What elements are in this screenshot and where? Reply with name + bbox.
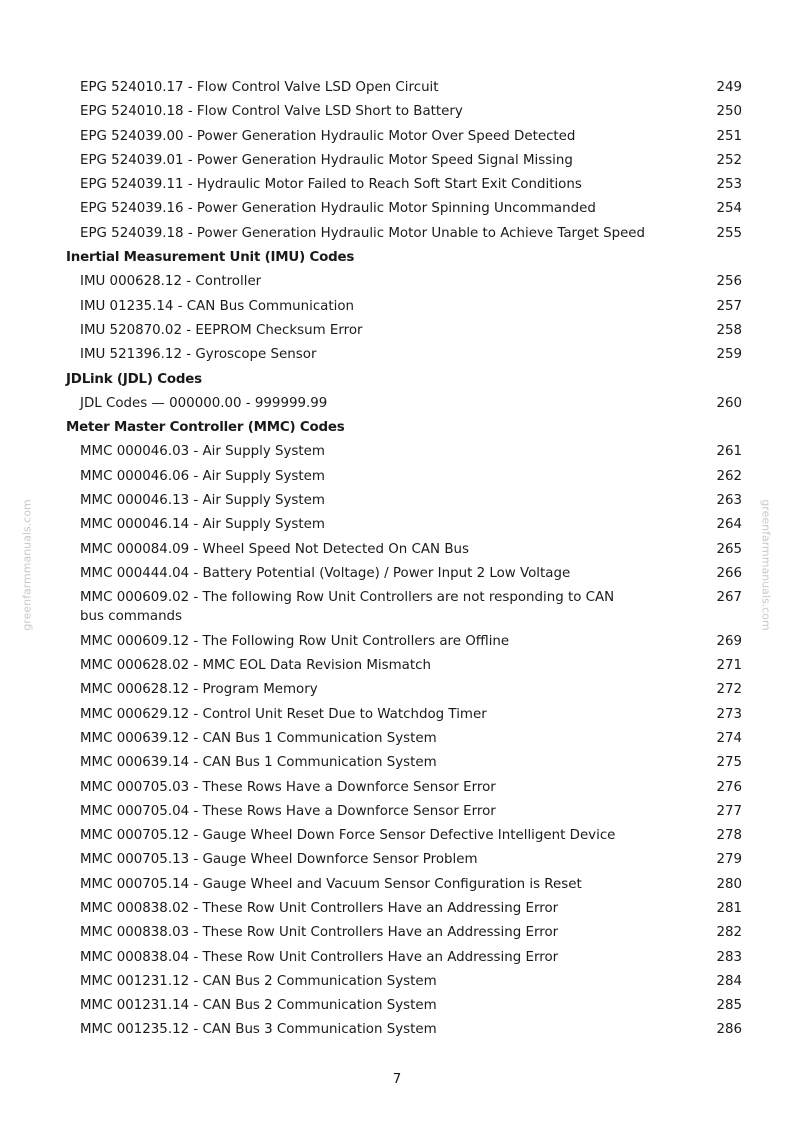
entry-title: MMC 000084.09 - Wheel Speed Not Detected On CAN Bus (80, 541, 469, 557)
entry-title: IMU 520870.02 - EEPROM Checksum Error (80, 322, 363, 338)
entry-title: JDL Codes — 000000.00 - 999999.99 (80, 395, 328, 411)
entry-page-number: 275 (716, 755, 742, 771)
toc-section-heading (0, 416, 794, 440)
toc-entry[interactable] (0, 562, 794, 586)
entry-page-number: 269 (716, 633, 742, 649)
toc-entry[interactable] (0, 630, 794, 654)
entry-title: MMC 001231.12 - CAN Bus 2 Communication System (80, 973, 437, 989)
toc-section-heading (0, 246, 794, 270)
entry-page-number: 276 (716, 779, 742, 795)
entry-title: MMC 000838.02 - These Row Unit Controllers Have an Addressing Error (80, 901, 559, 916)
toc-entry[interactable] (0, 465, 794, 489)
toc-entry[interactable] (0, 897, 794, 921)
toc-entry[interactable] (0, 270, 794, 294)
entry-page-number: 249 (716, 80, 742, 95)
toc-entry[interactable] (0, 586, 794, 630)
toc-entry[interactable] (0, 343, 794, 367)
toc-entry[interactable] (0, 848, 794, 872)
entry-page-number: 260 (716, 395, 742, 411)
entry-title: MMC 000705.14 - Gauge Wheel and Vacuum Sensor Configuration is Reset (80, 876, 582, 892)
entry-title: EPG 524039.01 - Power Generation Hydraulic Motor Speed Signal Missing (80, 152, 573, 168)
toc-entry[interactable] (0, 392, 794, 416)
entry-title: MMC 000629.12 - Control Unit Reset Due to Watchdog Timer (80, 706, 487, 722)
entry-page-number: 278 (716, 828, 742, 844)
entry-page-number: 281 (716, 901, 742, 916)
entry-page-number: 265 (716, 541, 742, 557)
entry-page-number: 286 (716, 1022, 742, 1038)
entry-title: MMC 000705.12 - Gauge Wheel Down Force Sensor Defective Intelligent Device (80, 828, 616, 844)
entry-page-number: 253 (716, 177, 742, 193)
entry-title: MMC 000628.12 - Program Memory (80, 682, 318, 698)
toc-entry[interactable] (0, 654, 794, 678)
entry-title: MMC 000705.03 - These Rows Have a Downforce Sensor Error (80, 779, 496, 795)
entry-page-number: 256 (716, 274, 742, 290)
entry-title: EPG 524039.16 - Power Generation Hydraulic Motor Spinning Uncommanded (80, 201, 596, 217)
entry-page-number: 277 (716, 803, 742, 819)
entry-page-number: 271 (716, 658, 742, 674)
toc-entry[interactable] (0, 295, 794, 319)
entry-title: EPG 524039.00 - Power Generation Hydraulic Motor Over Speed Detected (80, 128, 576, 144)
toc-entry[interactable] (0, 149, 794, 173)
entry-title: MMC 000046.03 - Air Supply System (80, 444, 325, 460)
section-title: JDLink (JDL) Codes (66, 371, 202, 387)
entry-page-number: 267 (716, 590, 742, 606)
entry-page-number: 282 (716, 925, 742, 941)
toc-entry[interactable] (0, 800, 794, 824)
entry-page-number: 257 (716, 298, 742, 314)
toc-entry[interactable] (0, 921, 794, 945)
entry-page-number: 258 (716, 322, 742, 338)
entry-title: MMC 000639.14 - CAN Bus 1 Communication System (80, 755, 437, 771)
entry-page-number: 264 (716, 517, 742, 533)
toc-entry[interactable] (0, 946, 794, 970)
entry-title: MMC 000046.13 - Air Supply System (80, 493, 325, 509)
section-title: Meter Master Controller (MMC) Codes (66, 420, 345, 436)
toc-section-heading (0, 368, 794, 392)
entry-page-number: 251 (716, 128, 742, 144)
toc-entry[interactable] (0, 125, 794, 149)
entry-title: MMC 000838.03 - These Row Unit Controllers Have an Addressing Error (80, 925, 559, 941)
toc-entry[interactable] (0, 776, 794, 800)
toc-entry[interactable] (0, 222, 794, 246)
entry-title: MMC 000838.04 - These Row Unit Controllers Have an Addressing Error (80, 949, 559, 965)
entry-page-number: 274 (716, 730, 742, 746)
toc-entry[interactable] (0, 873, 794, 897)
toc-entry[interactable] (0, 513, 794, 537)
entry-page-number: 262 (716, 468, 742, 484)
toc-entry[interactable] (0, 703, 794, 727)
entry-title: MMC 000628.02 - MMC EOL Data Revision Mismatch (80, 658, 431, 674)
entry-title: IMU 01235.14 - CAN Bus Communication (80, 298, 355, 314)
toc-entry[interactable] (0, 489, 794, 513)
entry-page-number: 272 (716, 682, 742, 698)
entry-title: MMC 000046.14 - Air Supply System (80, 517, 325, 533)
entry-page-number: 263 (716, 493, 742, 509)
toc-entry[interactable] (0, 1018, 794, 1042)
entry-page-number: 252 (716, 152, 742, 168)
entry-page-number: 250 (716, 104, 742, 120)
toc-entry[interactable] (0, 678, 794, 702)
entry-page-number: 285 (716, 998, 742, 1014)
toc-entry[interactable] (0, 538, 794, 562)
toc-entry[interactable] (0, 440, 794, 464)
page-number: 7 (392, 1072, 402, 1087)
toc-entry[interactable] (0, 970, 794, 994)
entry-title: EPG 524010.17 - Flow Control Valve LSD Open Circuit (80, 80, 439, 95)
toc-entry[interactable] (0, 824, 794, 848)
entry-title: MMC 001235.12 - CAN Bus 3 Communication System (80, 1022, 437, 1038)
entry-title: EPG 524039.11 - Hydraulic Motor Failed to Reach Soft Start Exit Conditions (80, 177, 582, 193)
entry-title: MMC 001231.14 - CAN Bus 2 Communication System (80, 998, 437, 1014)
entry-page-number: 280 (716, 876, 742, 892)
entry-title: MMC 000705.13 - Gauge Wheel Downforce Sensor Problem (80, 852, 478, 868)
toc-entry[interactable] (0, 319, 794, 343)
entry-title: MMC 000046.06 - Air Supply System (80, 468, 325, 484)
toc-entry[interactable] (0, 751, 794, 775)
toc-entry[interactable] (0, 76, 794, 100)
table-of-contents (0, 76, 794, 1043)
entry-title: IMU 521396.12 - Gyroscope Sensor (80, 347, 317, 363)
watermark-right: greenfarmmanuals.com (759, 499, 773, 631)
entry-page-number: 255 (716, 225, 742, 241)
entry-title: MMC 000444.04 - Battery Potential (Voltage) / Power Input 2 Low Voltage (80, 565, 571, 581)
entry-page-number: 279 (716, 852, 742, 868)
entry-title: EPG 524039.18 - Power Generation Hydraulic Motor Unable to Achieve Target Speed (80, 225, 646, 241)
watermark-left: greenfarmmanuals.com (20, 499, 34, 631)
entry-title: MMC 000639.12 - CAN Bus 1 Communication System (80, 730, 437, 746)
toc-entry[interactable] (0, 173, 794, 197)
entry-title: IMU 000628.12 - Controller (80, 274, 262, 290)
toc-entry[interactable] (0, 100, 794, 124)
toc-entry[interactable] (0, 994, 794, 1018)
entry-title: MMC 000609.12 - The Following Row Unit Controllers are Offline (80, 633, 510, 649)
entry-title: MMC 000609.02 - The following Row Unit Controllers are not responding to CAN bus commands (80, 590, 615, 625)
entry-page-number: 261 (716, 444, 742, 460)
section-title: Inertial Measurement Unit (IMU) Codes (66, 250, 355, 266)
toc-entry[interactable] (0, 197, 794, 221)
entry-page-number: 254 (716, 201, 742, 217)
entry-page-number: 259 (716, 347, 742, 363)
entry-page-number: 266 (716, 565, 742, 581)
toc-entry[interactable] (0, 727, 794, 751)
entry-page-number: 284 (716, 973, 742, 989)
entry-page-number: 273 (716, 706, 742, 722)
entry-title: MMC 000705.04 - These Rows Have a Downforce Sensor Error (80, 803, 496, 819)
entry-title: EPG 524010.18 - Flow Control Valve LSD Short to Battery (80, 104, 463, 120)
entry-page-number: 283 (716, 949, 742, 965)
